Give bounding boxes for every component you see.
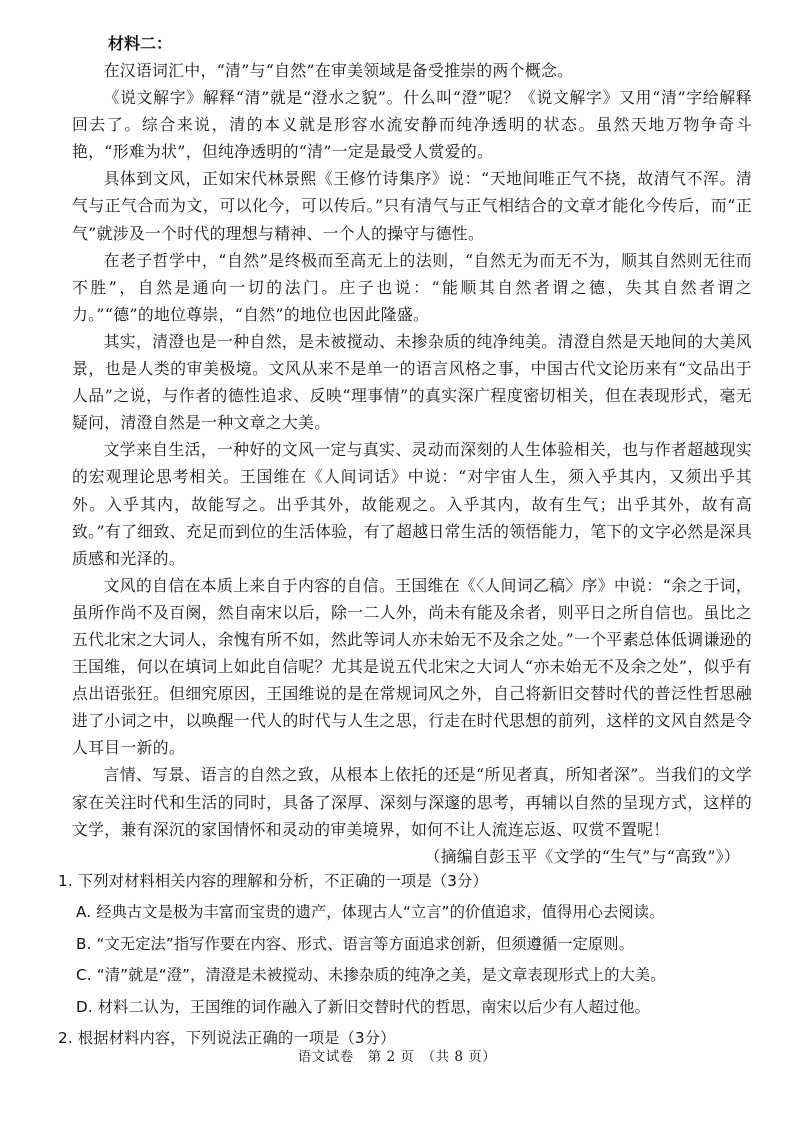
option-d: D. 材料二认为，王国维的词作融入了新旧交替时代的哲思，南宋以后少有人超过他。 — [76, 997, 650, 1016]
option-c: C. “清”就是“澄”，清澄是未被搅动、未掺杂质的纯净之美，是文章表现形式上的大美。 — [76, 966, 666, 984]
paragraph: 在汉语词汇中，“清”与“自然”在审美领域是备受推崇的两个概念。 — [103, 61, 574, 80]
question-stem: 1. 下列对材料相关内容的理解和分析，不正确的一项是（3分） — [58, 872, 488, 890]
paragraph: 《说文解字》解释“清”就是“澄水之貌”。什么叫“澄”呢？《说文解字》又用“清”字给解释回去了。综合来说，清的本义就是形容水流安静而纯净透明的状态。虽然天地万物争奇斗艳，“形难为状”，但纯净透明的“清”一定是最受人赏爱的。 — [72, 88, 752, 162]
paragraph: 其实，清澄也是一种自然，是未被搅动、未掺杂质的纯净纯美。清澄自然是天地间的大美风景，也是人类的审美极境。文风从来不是单一的语言风格之事，中国古代文论历来有“文品出于人品”之说，与作者的德性追求、反映“理事情”的真实深广程度密切相关，但在表现形式，毫无疑问，清澄自然是一种文章之大美。 — [72, 331, 752, 433]
option-a: A. 经典古文是极为丰富而宝贵的遗产，体现古人“立言”的价值追求，值得用心去阅读。 — [76, 903, 665, 921]
page-footer: 语文试卷 第 2 页 （共 8 页） — [297, 1049, 497, 1065]
paragraph: 在老子哲学中，“自然”是终极而至高无上的法则，“自然无为而无不为，顺其自然则无往而不胜”，自然是通向一切的法门。庄子也说：“能顺其自然者谓之德，失其自然者谓之力。”“德”的地位尊崇，“自然”的地位也因此隆盛。 — [72, 250, 752, 324]
questions-section — [58, 866, 752, 1054]
question-1 — [58, 866, 752, 1023]
option-b: B. “文无定法”指写作要在内容、形式、语言等方面追求创新，但须遵循一定原则。 — [76, 934, 635, 953]
source-citation: （摘编自彭玉平《文学的“生气”与“高致”》） — [424, 846, 740, 866]
paragraph: 具体到文风，正如宋代林景熙《王修竹诗集序》说：“天地间唯正气不挠，故清气不浑。清气与正气合而为文，可以化今，可以传后。”只有清气与正气相结合的文章才能化今传后，而“正气”就涉及一个时代的理想与精神、一个人的操守与德性。 — [72, 169, 752, 243]
question-stem: 2. 根据材料内容，下列说法正确的一项是（3分） — [58, 1029, 396, 1047]
paragraph: 文风的自信在本质上来自于内容的自信。王国维在《〈人间词乙稿〉序》中说：“余之于词，虽所作尚不及百阕，然自南宋以后，除一二人外，尚未有能及余者，则平日之所自信也。虽比之五代北宋之大词人，余愧有所不如，然此等词人亦未始无不及余之处。”一个平素总体低调谦逊的王国维，何以在填词上如此自信呢？尤其是说五代北宋之大词人“亦未始无不及余之处”，似乎有点出语张狂。但细究原因，王国维说的是在常规词风之外，自己将新旧交替时代的普泛性哲思融进了小词之中，以唤醒一代人的时代与人生之思，行走在时代思想的前列，这样的文风自然是令人耳目一新的。 — [72, 575, 752, 758]
material-heading: 材料二： — [108, 34, 173, 53]
paragraph: 言情、写景、语言的自然之致，从根本上依托的还是“所见者真，所知者深”。当我们的文学家在关注时代和生活的同时，具备了深厚、深刻与深邃的思考，再辅以自然的呈现方式，这样的文学，兼有深沉的家国情怀和灵动的审美境界，如何不让人流连忘返、叹赏不置呢！ — [72, 765, 752, 839]
paragraph: 文学来自生活，一种好的文风一定与真实、灵动而深刻的人生体验相关，也与作者超越现实的宏观理论思考相关。王国维在《人间词话》中说：“对宇宙人生，须入乎其内，又须出乎其外。入乎其内，故能写之。出乎其外，故能观之。入乎其内，故有生气；出乎其外，故有高致。”有了细致、充足而到位的生活体验，有了超越日常生活的领悟能力，笔下的文字必然是深具质感和光泽的。 — [72, 440, 752, 568]
